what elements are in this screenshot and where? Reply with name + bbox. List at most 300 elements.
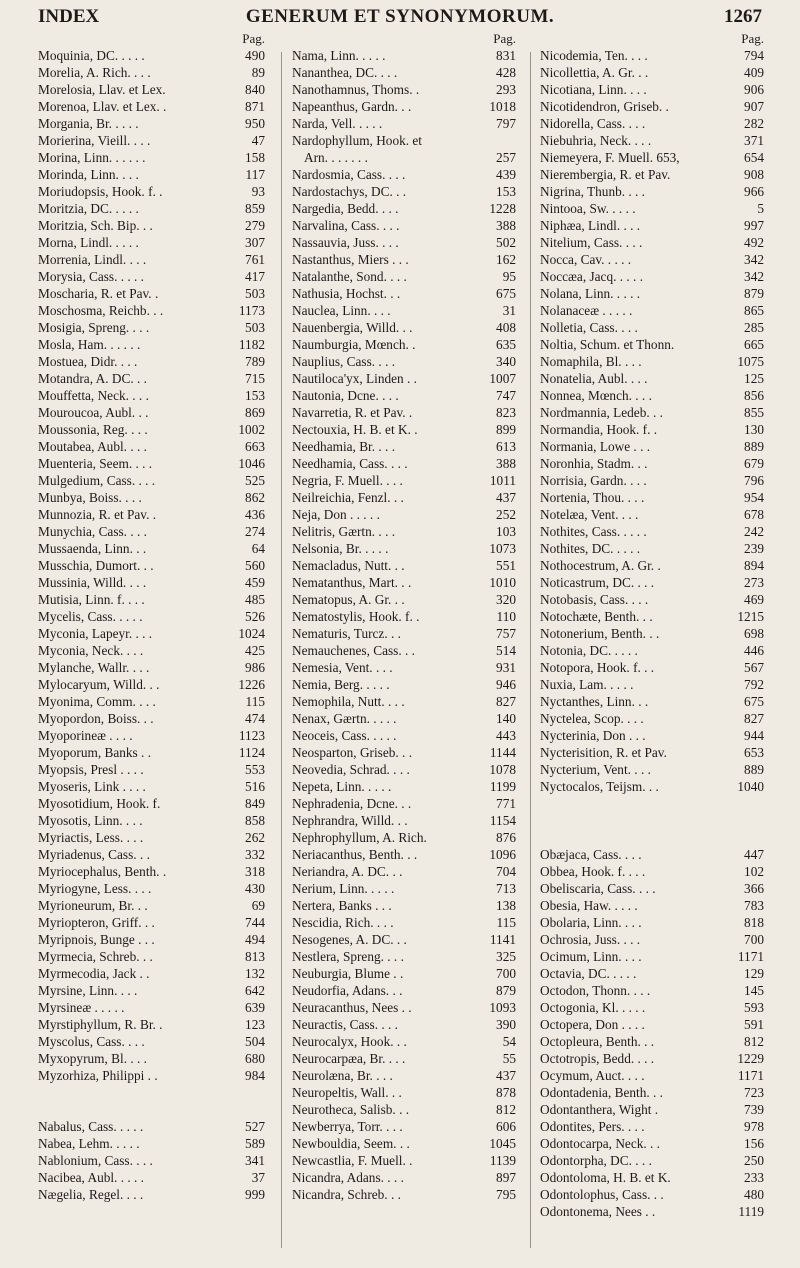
entry-page: 889 — [744, 439, 764, 454]
entry-page: 679 — [744, 456, 764, 471]
entry-page: 663 — [245, 439, 265, 454]
entry-page: 371 — [744, 133, 764, 148]
entry-name: Neuractis, Cass. . . . — [292, 1017, 398, 1032]
index-entry — [540, 948, 764, 965]
section-gap — [540, 812, 764, 829]
entry-page: 156 — [744, 1136, 764, 1151]
entry-page: 516 — [245, 779, 265, 794]
entry-page: 110 — [496, 609, 516, 624]
index-entry — [38, 1118, 265, 1135]
entry-name: Neuropeltis, Wall. . . — [292, 1085, 402, 1100]
entry-name: Moscharia, R. et Pav. . — [38, 286, 159, 301]
entry-page: 103 — [496, 524, 516, 539]
entry-name: Myrsine, Linn. . . . — [38, 983, 138, 998]
entry-page: 409 — [744, 65, 764, 80]
index-entry — [38, 965, 265, 982]
entry-page: 591 — [744, 1017, 764, 1032]
entry-name: Nerium, Linn. . . . . — [292, 881, 395, 896]
entry-page: 459 — [245, 575, 265, 590]
entry-name: Odontites, Pers. . . . — [540, 1119, 645, 1134]
entry-page: 504 — [245, 1034, 265, 1049]
entry-page: 894 — [744, 558, 764, 573]
entry-page: 908 — [744, 167, 764, 182]
entry-name: Nabalus, Cass. . . . . — [38, 1119, 144, 1134]
entry-name: Nycterisition, R. et Pav. — [540, 745, 667, 760]
entry-name: Nigrina, Thunb. . . . — [540, 184, 646, 199]
index-entry — [540, 761, 764, 778]
entry-page: 1144 — [489, 745, 516, 760]
entry-name: Nelitris, Gærtn. . . . — [292, 524, 396, 539]
index-entry — [292, 1186, 516, 1203]
index-entry — [292, 574, 516, 591]
entry-page: 950 — [245, 116, 265, 131]
index-entry — [540, 744, 764, 761]
index-entry — [292, 421, 516, 438]
index-entry — [292, 778, 516, 795]
index-entry — [540, 999, 764, 1016]
index-entry — [292, 132, 516, 149]
index-entry — [292, 608, 516, 625]
entry-name: Moritzia, Sch. Bip. . . — [38, 218, 153, 233]
index-entry — [540, 625, 764, 642]
index-entry — [38, 370, 265, 387]
index-entry — [540, 200, 764, 217]
entry-name: Ochrosia, Juss. . . . — [540, 932, 641, 947]
index-entry — [292, 948, 516, 965]
entry-page: 551 — [496, 558, 516, 573]
index-entry — [292, 914, 516, 931]
entry-page: 795 — [496, 1187, 516, 1202]
entry-name: Obesia, Haw. . . . . — [540, 898, 638, 913]
index-entry — [292, 166, 516, 183]
entry-page: 931 — [496, 660, 516, 675]
entry-page: 744 — [245, 915, 265, 930]
entry-page: 1040 — [737, 779, 764, 794]
entry-page: 761 — [245, 252, 265, 267]
entry-name: Octogonia, Kl. . . . . — [540, 1000, 646, 1015]
entry-page: 613 — [496, 439, 516, 454]
entry-name: Odontanthera, Wight . — [540, 1102, 659, 1117]
index-entry — [38, 812, 265, 829]
entry-name: Needhamia, Br. . . . — [292, 439, 396, 454]
entry-page: 417 — [245, 269, 265, 284]
index-entry — [292, 183, 516, 200]
entry-name: Morgania, Br. . . . . — [38, 116, 139, 131]
index-entry — [38, 795, 265, 812]
index-entry — [38, 727, 265, 744]
entry-page: 1010 — [489, 575, 516, 590]
column-divider — [530, 52, 531, 1248]
index-entry — [38, 234, 265, 251]
index-entry — [38, 676, 265, 693]
index-entry — [292, 642, 516, 659]
entry-name: Normandia, Hook. f. . — [540, 422, 658, 437]
entry-page: 480 — [744, 1187, 764, 1202]
index-entry — [38, 625, 265, 642]
page-number: 1267 — [724, 6, 762, 27]
entry-name: Nesogenes, A. DC. . . — [292, 932, 407, 947]
entry-page: 1226 — [238, 677, 265, 692]
section-gap — [38, 1101, 265, 1118]
index-entry — [38, 404, 265, 421]
index-entry — [38, 880, 265, 897]
index-entry — [292, 965, 516, 982]
entry-page: 871 — [245, 99, 265, 114]
entry-name: Odontadenia, Benth. . . — [540, 1085, 663, 1100]
entry-page: 747 — [496, 388, 516, 403]
index-entry — [540, 1067, 764, 1084]
entry-name: Myzorhiza, Philippi . . — [38, 1068, 158, 1083]
index-entry — [38, 863, 265, 880]
entry-page: 560 — [245, 558, 265, 573]
index-entry — [38, 1016, 265, 1033]
index-entry — [540, 540, 764, 557]
entry-name: Nothites, DC. . . . . — [540, 541, 641, 556]
index-entry — [540, 1135, 764, 1152]
entry-page: 526 — [245, 609, 265, 624]
entry-name: Arn. . . . . . . — [304, 150, 368, 165]
entry-page: 242 — [744, 524, 764, 539]
entry-page: 115 — [245, 694, 265, 709]
entry-page: 527 — [245, 1119, 265, 1134]
entry-page: 946 — [496, 677, 516, 692]
entry-name: Odontorpha, DC. . . . — [540, 1153, 652, 1168]
index-entry — [540, 1050, 764, 1067]
index-entry — [292, 863, 516, 880]
entry-page: 906 — [744, 82, 764, 97]
entry-name: Morierina, Vieill. . . . — [38, 133, 151, 148]
entry-page: 698 — [744, 626, 764, 641]
entry-page: 443 — [496, 728, 516, 743]
index-entry — [38, 846, 265, 863]
entry-page: 514 — [496, 643, 516, 658]
entry-page: 250 — [744, 1153, 764, 1168]
entry-name: Noticastrum, DC. . . . — [540, 575, 655, 590]
index-label: INDEX — [38, 6, 100, 27]
entry-name: Munychia, Cass. . . . — [38, 524, 147, 539]
entry-page: 318 — [245, 864, 265, 879]
entry-name: Obæjaca, Cass. . . . — [540, 847, 642, 862]
entry-page: 1007 — [489, 371, 516, 386]
entry-page: 1018 — [489, 99, 516, 114]
entry-name: Myrsineæ . . . . . — [38, 1000, 125, 1015]
entry-name: Nierembergia, R. et Pav. — [540, 167, 671, 182]
page-title: GENERUM ET SYNONYMORUM. — [245, 6, 555, 27]
index-entry — [540, 1033, 764, 1050]
index-entry — [540, 404, 764, 421]
entry-name: Nyctelea, Scop. . . . — [540, 711, 644, 726]
entry-page: 1171 — [737, 1068, 764, 1083]
entry-page: 812 — [744, 1034, 764, 1049]
entry-name: Morinda, Linn. . . . — [38, 167, 139, 182]
entry-page: 469 — [744, 592, 764, 607]
index-entry — [540, 166, 764, 183]
entry-page: 878 — [496, 1085, 516, 1100]
entry-page: 827 — [744, 711, 764, 726]
entry-name: Nananthea, DC. . . . — [292, 65, 398, 80]
entry-page: 130 — [744, 422, 764, 437]
entry-page: 132 — [245, 966, 265, 981]
entry-page: 823 — [496, 405, 516, 420]
entry-name: Nomaphila, Bl. . . . — [540, 354, 642, 369]
index-entry — [38, 1135, 265, 1152]
entry-name: Myriactis, Less. . . . — [38, 830, 144, 845]
entry-name: Nuxia, Lam. . . . . — [540, 677, 634, 692]
index-entry — [540, 659, 764, 676]
entry-page: 437 — [496, 490, 516, 505]
index-entry — [540, 353, 764, 370]
entry-name: Nardostachys, DC. . . — [292, 184, 407, 199]
entry-page: 437 — [496, 1068, 516, 1083]
index-entry — [540, 965, 764, 982]
entry-name: Mosigia, Spreng. . . . — [38, 320, 150, 335]
index-entry — [38, 778, 265, 795]
entry-name: Nematuris, Turcz. . . — [292, 626, 401, 641]
index-entry — [540, 1101, 764, 1118]
entry-name: Nemophila, Nutt. . . . — [292, 694, 405, 709]
entry-name: Napeanthus, Gardn. . . — [292, 99, 412, 114]
entry-page: 1045 — [489, 1136, 516, 1151]
entry-name: Naumburgia, Mœnch. . — [292, 337, 416, 352]
index-entry — [292, 1152, 516, 1169]
index-entry — [38, 489, 265, 506]
entry-page: 332 — [245, 847, 265, 862]
index-entry — [38, 472, 265, 489]
index-entry — [38, 1033, 265, 1050]
index-entry — [292, 1033, 516, 1050]
entry-page: 474 — [245, 711, 265, 726]
entry-page: 138 — [496, 898, 516, 913]
index-entry — [540, 931, 764, 948]
entry-page: 325 — [496, 949, 516, 964]
entry-name: Mussinia, Willd. . . . — [38, 575, 147, 590]
entry-name: Notonia, DC. . . . . — [540, 643, 638, 658]
index-entry — [292, 1050, 516, 1067]
entry-page: 862 — [245, 490, 265, 505]
entry-name: Odontolophus, Cass. . . — [540, 1187, 664, 1202]
entry-page: 653 — [744, 745, 764, 760]
entry-page: 713 — [496, 881, 516, 896]
index-entry — [540, 710, 764, 727]
entry-name: Musschia, Dumort. . . — [38, 558, 154, 573]
entry-name: Nematostylis, Hook. f. . — [292, 609, 420, 624]
entry-page: 1096 — [489, 847, 516, 862]
entry-page: 567 — [744, 660, 764, 675]
index-entry — [540, 47, 764, 64]
index-entry — [38, 353, 265, 370]
index-entry — [38, 557, 265, 574]
index-entry — [292, 1016, 516, 1033]
index-entry — [540, 676, 764, 693]
entry-name: Nautonia, Dcne. . . . — [292, 388, 399, 403]
index-entry — [38, 574, 265, 591]
index-entry — [38, 64, 265, 81]
entry-page: 125 — [744, 371, 764, 386]
entry-name: Nauenbergia, Willd. . . — [292, 320, 413, 335]
index-entry — [540, 132, 764, 149]
entry-name: Myonima, Comm. . . . — [38, 694, 156, 709]
index-entry — [540, 421, 764, 438]
index-entry — [292, 829, 516, 846]
entry-page: 93 — [251, 184, 265, 199]
index-entry — [292, 98, 516, 115]
entry-page: 95 — [502, 269, 516, 284]
entry-name: Ocimum, Linn. . . . — [540, 949, 642, 964]
index-entry — [38, 897, 265, 914]
index-entry — [292, 931, 516, 948]
entry-name: Nocca, Cav. . . . . — [540, 252, 632, 267]
index-entry — [540, 81, 764, 98]
entry-name: Norrisia, Gardn. . . . — [540, 473, 647, 488]
entry-page: 879 — [496, 983, 516, 998]
entry-name: Myrmecia, Schreb. . . — [38, 949, 153, 964]
entry-name: Nenax, Gærtn. . . . . — [292, 711, 397, 726]
entry-page: 145 — [744, 983, 764, 998]
entry-name: Nematopus, A. Gr. . . — [292, 592, 405, 607]
entry-name: Nemauchenes, Cass. . . — [292, 643, 415, 658]
entry-name: Nemacladus, Nutt. . . — [292, 558, 405, 573]
entry-page: 907 — [744, 99, 764, 114]
entry-page: 341 — [245, 1153, 265, 1168]
index-entry — [292, 676, 516, 693]
index-entry — [292, 540, 516, 557]
index-entry — [292, 404, 516, 421]
entry-name: Moquinia, DC. . . . . — [38, 48, 145, 63]
entry-name: Octodon, Thonn. . . . — [540, 983, 651, 998]
index-entry — [38, 1152, 265, 1169]
entry-name: Myopsis, Presl . . . . — [38, 762, 144, 777]
index-entry — [540, 336, 764, 353]
entry-page: 485 — [245, 592, 265, 607]
index-entry — [38, 336, 265, 353]
entry-page: 812 — [496, 1102, 516, 1117]
entry-page: 999 — [245, 1187, 265, 1202]
entry-page: 494 — [245, 932, 265, 947]
entry-page: 153 — [496, 184, 516, 199]
index-entry — [292, 1101, 516, 1118]
index-entry — [292, 506, 516, 523]
entry-name: Nablonium, Cass. . . . — [38, 1153, 153, 1168]
index-entry — [540, 489, 764, 506]
entry-page: 1002 — [238, 422, 265, 437]
index-entry — [540, 591, 764, 608]
entry-name: Morelia, A. Rich. . . . — [38, 65, 151, 80]
index-entry — [540, 149, 764, 166]
entry-page: 783 — [744, 898, 764, 913]
entry-page: 503 — [245, 286, 265, 301]
index-entry — [38, 829, 265, 846]
entry-name: Nycterium, Vent. . . . — [540, 762, 651, 777]
entry-page: 794 — [744, 48, 764, 63]
entry-page: 320 — [496, 592, 516, 607]
entry-name: Nothocestrum, A. Gr. . — [540, 558, 661, 573]
entry-name: Nolana, Linn. . . . . — [540, 286, 641, 301]
entry-name: Morelosia, Llav. et Lex. — [38, 82, 166, 97]
entry-name: Nemia, Berg. . . . . — [292, 677, 390, 692]
index-column-1 — [38, 30, 265, 1203]
index-entry — [292, 268, 516, 285]
entry-page: 700 — [496, 966, 516, 981]
index-entry — [292, 727, 516, 744]
entry-name: Nycterinia, Don . . . — [540, 728, 646, 743]
entry-name: Notochæte, Benth. . . — [540, 609, 653, 624]
entry-page: 273 — [744, 575, 764, 590]
entry-name: Nastanthus, Miers . . . — [292, 252, 409, 267]
index-entry — [38, 149, 265, 166]
entry-name: Octopleura, Benth. . . — [540, 1034, 655, 1049]
entry-name: Nicotiana, Linn. . . . — [540, 82, 647, 97]
entry-name: Odontonema, Nees . . — [540, 1204, 656, 1219]
entry-name: Nescidia, Rich. . . . — [292, 915, 394, 930]
entry-page: 1073 — [489, 541, 516, 556]
entry-name: Notobasis, Cass. . . . — [540, 592, 649, 607]
entry-name: Neovedia, Schrad. . . . — [292, 762, 410, 777]
index-entry — [38, 710, 265, 727]
entry-page: 153 — [245, 388, 265, 403]
entry-name: Nicandra, Schreb. . . — [292, 1187, 401, 1202]
entry-page: 140 — [496, 711, 516, 726]
entry-page: 771 — [496, 796, 516, 811]
entry-page: 285 — [744, 320, 764, 335]
column-divider — [281, 52, 282, 1248]
entry-page: 889 — [744, 762, 764, 777]
index-entry — [292, 489, 516, 506]
entry-page: 279 — [245, 218, 265, 233]
index-entry — [38, 982, 265, 999]
entry-page: 342 — [744, 269, 764, 284]
entry-page: 1199 — [489, 779, 516, 794]
entry-page: 849 — [245, 796, 265, 811]
index-entry — [540, 506, 764, 523]
entry-name: Nephradenia, Dcne. . . — [292, 796, 412, 811]
index-entry — [38, 1169, 265, 1186]
entry-name: Morina, Linn. . . . . . — [38, 150, 146, 165]
entry-name: Myriadenus, Cass. . . — [38, 847, 150, 862]
entry-page: 239 — [744, 541, 764, 556]
section-gap — [540, 795, 764, 812]
entry-page: 430 — [245, 881, 265, 896]
entry-name: Nardophyllum, Hook. et — [292, 133, 422, 148]
index-entry — [540, 557, 764, 574]
entry-name: Needhamia, Cass. . . . — [292, 456, 408, 471]
entry-name: Nolletia, Cass. . . . — [540, 320, 638, 335]
entry-page: 408 — [496, 320, 516, 335]
entry-page: 64 — [251, 541, 265, 556]
entry-name: Nemesia, Vent. . . . — [292, 660, 393, 675]
entry-name: Neurocarpæa, Br. . . . — [292, 1051, 406, 1066]
entry-name: Nephrandra, Willd. . . — [292, 813, 408, 828]
entry-page: 366 — [744, 881, 764, 896]
entry-name: Narvalina, Cass. . . . — [292, 218, 400, 233]
entry-page: 89 — [251, 65, 265, 80]
index-entry — [292, 302, 516, 319]
entry-name: Neurocalyx, Hook. . . — [292, 1034, 407, 1049]
index-entry — [540, 880, 764, 897]
entry-page: 589 — [245, 1136, 265, 1151]
entry-page: 978 — [744, 1119, 764, 1134]
index-entry — [292, 200, 516, 217]
entry-page: 492 — [744, 235, 764, 250]
entry-page: 855 — [744, 405, 764, 420]
index-entry — [540, 234, 764, 251]
entry-name: Mylanche, Wallr. . . . — [38, 660, 150, 675]
index-entry — [38, 455, 265, 472]
index-entry — [292, 880, 516, 897]
index-entry — [540, 438, 764, 455]
entry-name: Morrenia, Lindl. . . . — [38, 252, 147, 267]
index-entry — [292, 319, 516, 336]
entry-name: Nicollettia, A. Gr. . . — [540, 65, 649, 80]
